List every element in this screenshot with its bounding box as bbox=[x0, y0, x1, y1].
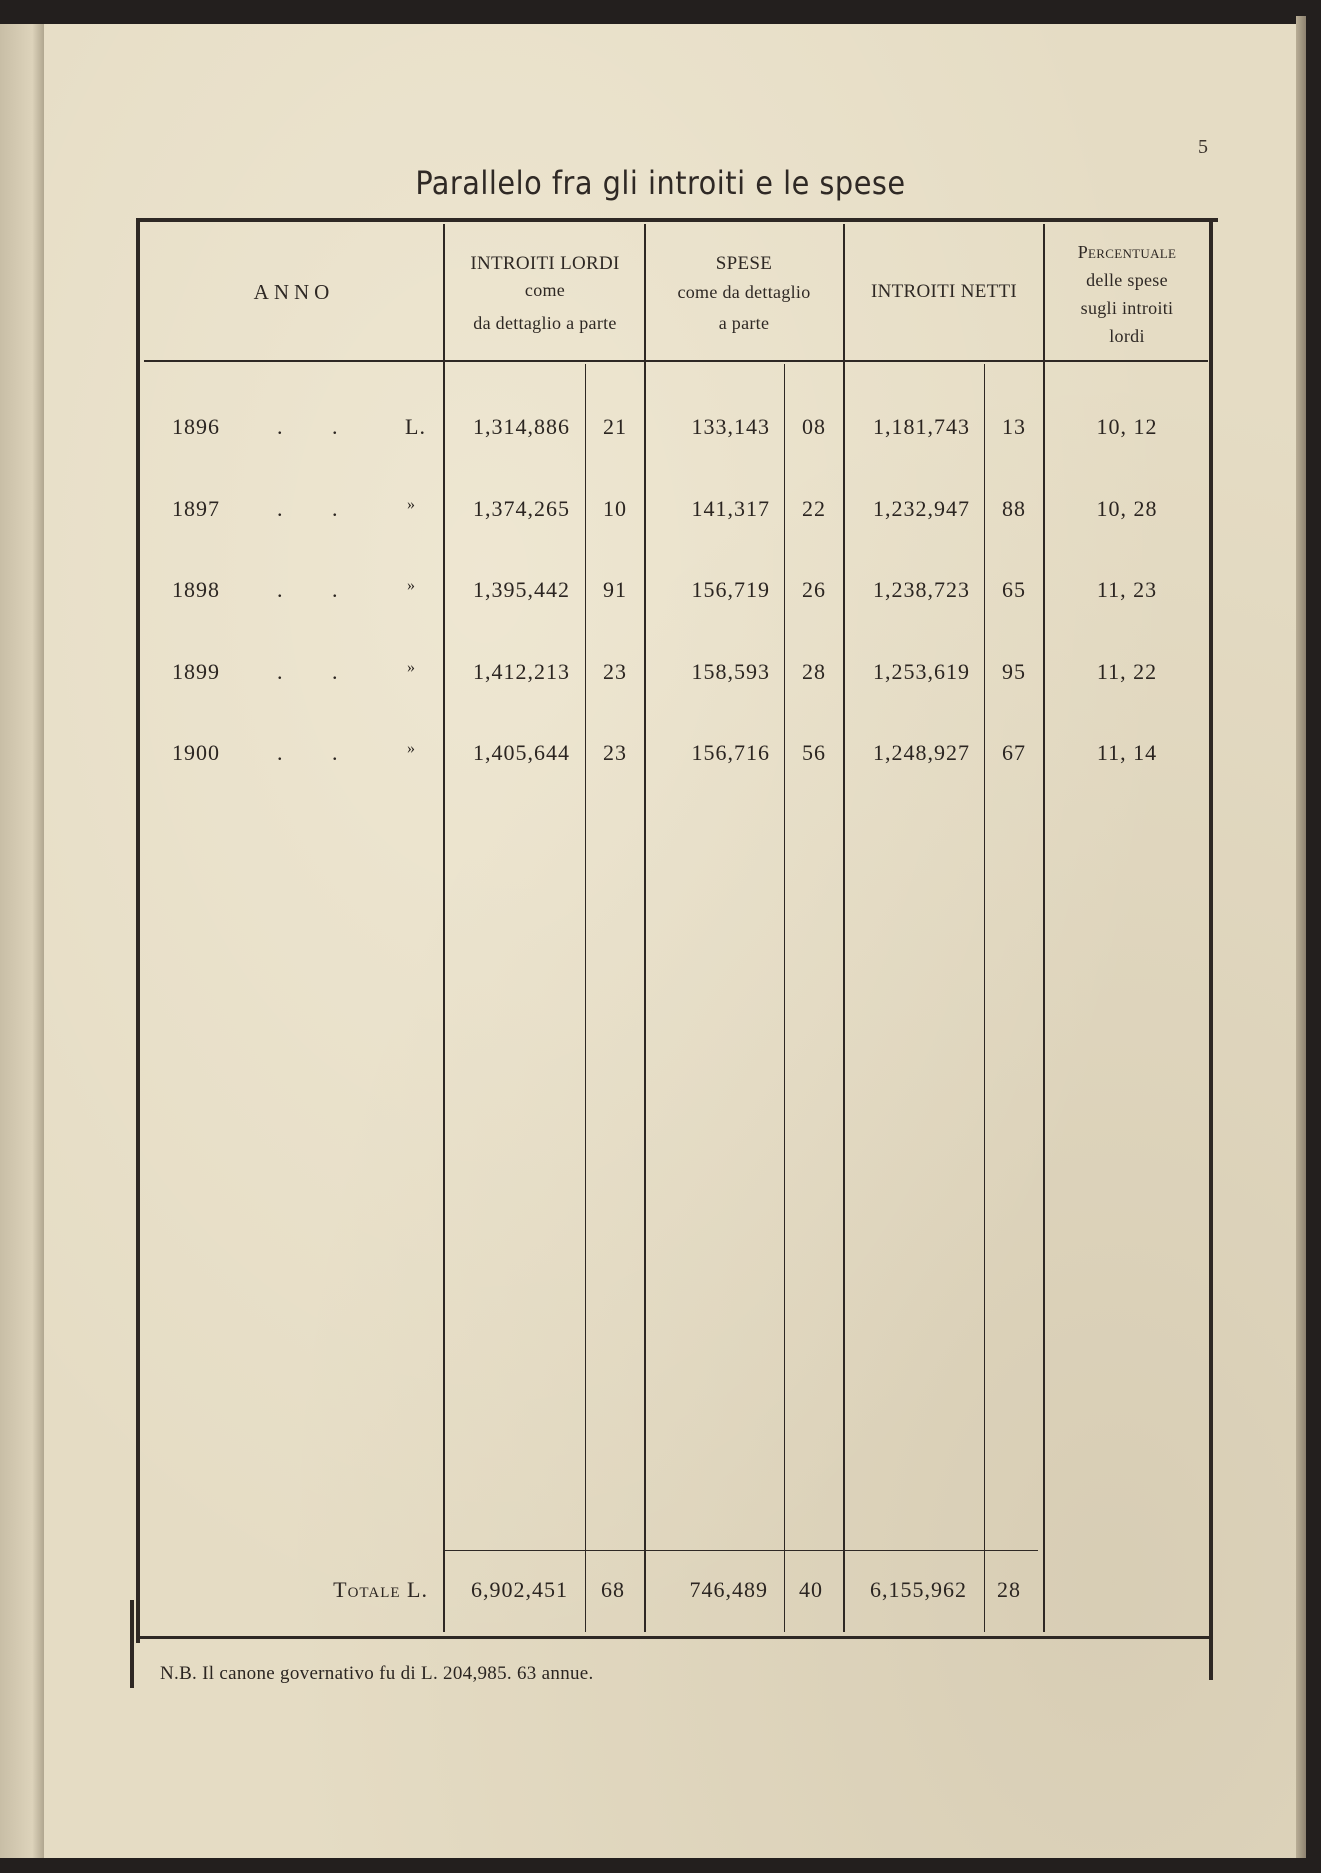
header-bottom-rule bbox=[144, 360, 1208, 362]
table-right-border bbox=[1209, 218, 1213, 1680]
spese-cents: 28 bbox=[802, 659, 826, 684]
year: 1898 bbox=[172, 577, 220, 602]
table-left-border bbox=[136, 218, 140, 1643]
ditto-mark: » bbox=[407, 740, 416, 757]
netti-lire: 1,253,619 bbox=[873, 659, 970, 684]
leader-dots: . . bbox=[277, 659, 360, 684]
page-number: 5 bbox=[1198, 136, 1208, 158]
percentage: 11, 22 bbox=[1096, 659, 1158, 684]
header-percent-line1: Percentuale bbox=[1077, 242, 1177, 262]
ditto-mark: » bbox=[407, 659, 416, 676]
lordi-cents: 23 bbox=[603, 740, 627, 765]
netti-cents: 65 bbox=[1002, 577, 1026, 602]
spese-cents: 08 bbox=[802, 414, 826, 439]
netti-cents: 13 bbox=[1002, 414, 1026, 439]
percentage: 11, 14 bbox=[1096, 740, 1158, 765]
cents-divider-lordi bbox=[585, 364, 586, 1632]
totals-lordi-cents: 68 bbox=[601, 1577, 625, 1602]
leader-dots: . . bbox=[277, 414, 360, 439]
lordi-lire: 1,412,213 bbox=[473, 659, 570, 684]
ditto-mark: » bbox=[407, 496, 416, 513]
lordi-cents: 10 bbox=[603, 496, 627, 521]
totals-spese-lire: 746,489 bbox=[689, 1577, 768, 1602]
header-spese-line2: come da dettaglio bbox=[677, 282, 811, 302]
table-bottom-rule bbox=[140, 1636, 1210, 1639]
totals-top-rule bbox=[444, 1550, 1038, 1551]
leader-dots: . . bbox=[277, 496, 360, 521]
lordi-lire: 1,405,644 bbox=[473, 740, 570, 765]
header-percent-line2: delle spese bbox=[1086, 270, 1168, 290]
year: 1900 bbox=[172, 740, 220, 765]
spese-lire: 141,317 bbox=[691, 496, 770, 521]
header-spese-line3: a parte bbox=[718, 313, 770, 333]
header-percent-line3: sugli introiti bbox=[1080, 298, 1174, 318]
header-lordi-line1: INTROITI LORDI bbox=[470, 253, 620, 274]
lordi-cents: 23 bbox=[603, 659, 627, 684]
cents-divider-spese bbox=[784, 364, 785, 1632]
lordi-lire: 1,395,442 bbox=[473, 577, 570, 602]
ditto-mark: » bbox=[407, 577, 416, 594]
netti-lire: 1,248,927 bbox=[873, 740, 970, 765]
totals-netti-lire: 6,155,962 bbox=[870, 1577, 967, 1602]
spese-lire: 133,143 bbox=[691, 414, 770, 439]
header-anno: ANNO bbox=[253, 280, 335, 304]
leader-dots: . . bbox=[277, 577, 360, 602]
header-spese-line1: SPESE bbox=[715, 253, 773, 274]
totals-lordi-lire: 6,902,451 bbox=[471, 1577, 568, 1602]
spese-lire: 156,719 bbox=[691, 577, 770, 602]
year: 1899 bbox=[172, 659, 220, 684]
netti-cents: 95 bbox=[1002, 659, 1026, 684]
header-lordi-line2: come bbox=[524, 280, 566, 300]
binding-gutter bbox=[0, 24, 46, 1858]
cents-divider-netti bbox=[984, 364, 985, 1632]
lordi-lire: 1,374,265 bbox=[473, 496, 570, 521]
spese-cents: 22 bbox=[802, 496, 826, 521]
header-introiti-netti: INTROITI NETTI bbox=[870, 281, 1018, 302]
year: 1897 bbox=[172, 496, 220, 521]
page-title: Parallelo fra gli introiti e le spese bbox=[415, 164, 906, 202]
netti-lire: 1,232,947 bbox=[873, 496, 970, 521]
page-edge bbox=[1296, 16, 1306, 1858]
netti-cents: 67 bbox=[1002, 740, 1026, 765]
header-percent-line4: lordi bbox=[1109, 326, 1145, 346]
percentage: 10, 28 bbox=[1096, 496, 1158, 521]
lordi-cents: 91 bbox=[603, 577, 627, 602]
percentage: 10, 12 bbox=[1096, 414, 1158, 439]
totals-netti-cents: 28 bbox=[997, 1577, 1021, 1602]
year: 1896 bbox=[172, 414, 220, 439]
header-lordi-line3: da dettaglio a parte bbox=[473, 313, 617, 333]
totals-label: Totale L. bbox=[333, 1577, 428, 1602]
leader-dots: . . bbox=[277, 740, 360, 765]
netti-lire: 1,181,743 bbox=[873, 414, 970, 439]
netti-cents: 88 bbox=[1002, 496, 1026, 521]
spese-cents: 26 bbox=[802, 577, 826, 602]
spese-lire: 156,716 bbox=[691, 740, 770, 765]
spese-cents: 56 bbox=[802, 740, 826, 765]
table-top-border bbox=[138, 218, 1218, 222]
netti-lire: 1,238,723 bbox=[873, 577, 970, 602]
percentage: 11, 23 bbox=[1096, 577, 1158, 602]
table-left-edge-extension bbox=[130, 1600, 134, 1688]
footnote: N.B. Il canone governativo fu di L. 204,985. 63 annue. bbox=[160, 1663, 594, 1684]
column-divider-1 bbox=[443, 224, 445, 1632]
lordi-cents: 21 bbox=[603, 414, 627, 439]
lordi-lire: 1,314,886 bbox=[473, 414, 570, 439]
currency-mark: L. bbox=[405, 414, 426, 439]
totals-spese-cents: 40 bbox=[799, 1577, 823, 1602]
spese-lire: 158,593 bbox=[691, 659, 770, 684]
